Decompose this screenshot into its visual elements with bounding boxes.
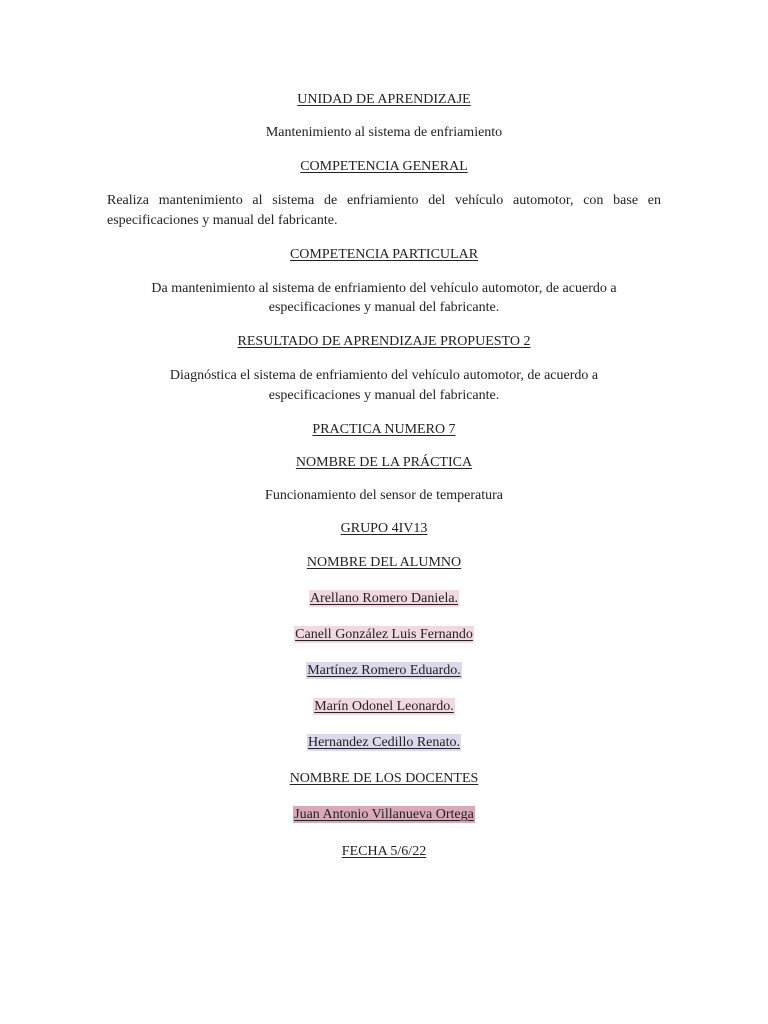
teachers-heading: NOMBRE DE LOS DOCENTES [289, 771, 479, 786]
particular-text-line-1 [0, 280, 768, 298]
learning-result-heading: RESULTADO DE APRENDIZAJE PROPUESTO 2 [237, 334, 531, 349]
date-label: FECHA 5/6/22 [341, 844, 427, 859]
practice-number-line [0, 421, 768, 439]
general-competence-text: Realiza mantenimiento al sistema de enfriamiento del vehículo automotor, con base en especificaciones y manual del fabricante. [107, 193, 661, 228]
general-competence-heading: COMPETENCIA GENERAL [300, 159, 468, 174]
particular-text-line-2 [0, 299, 768, 317]
practice-number: PRACTICA NUMERO 7 [312, 422, 456, 437]
student-name: Marín Odonel Leonardo. [314, 699, 454, 714]
unit-heading: UNIDAD DE APRENDIZAJE [297, 92, 471, 107]
student-name: Martínez Romero Eduardo. [307, 663, 461, 678]
student-name: Canell González Luis Fernando [295, 627, 473, 642]
result-text-line-1 [0, 367, 768, 385]
particular-competence-text-1: Da mantenimiento al sistema de enfriamiento del vehículo automotor, de acuerdo a [151, 281, 617, 296]
particular-competence-heading: COMPETENCIA PARTICULAR [289, 247, 479, 262]
unit-name: Mantenimiento al sistema de enfriamiento [265, 125, 503, 140]
student-line-3 [0, 662, 768, 680]
unit-name-line [0, 124, 768, 142]
result-text-line-2 [0, 387, 768, 405]
teacher-name: Juan Antonio Villanueva Ortega [294, 807, 474, 822]
group-label: GRUPO 4IV13 [340, 521, 428, 536]
practice-name-heading: NOMBRE DE LA PRÁCTICA [295, 455, 473, 470]
practice-name-line [0, 487, 768, 505]
teacher-line [0, 806, 768, 824]
learning-result-text-1: Diagnóstica el sistema de enfriamiento del vehículo automotor, de acuerdo a [169, 368, 599, 383]
date-line [0, 843, 768, 861]
particular-heading-line [0, 246, 768, 264]
particular-competence-text-2: especificaciones y manual del fabricante. [268, 300, 500, 315]
student-line-4 [0, 698, 768, 716]
unit-heading-line [0, 91, 768, 109]
student-line-5 [0, 734, 768, 752]
group-line [0, 520, 768, 538]
practice-name-heading-line [0, 454, 768, 472]
student-line-1 [0, 590, 768, 608]
student-name: Arellano Romero Daniela. [309, 591, 459, 606]
practice-name: Funcionamiento del sensor de temperatura [265, 488, 503, 503]
students-heading: NOMBRE DEL ALUMNO [306, 555, 462, 570]
result-heading-line [0, 333, 768, 351]
learning-result-text-2: especificaciones y manual del fabricante. [268, 388, 500, 403]
teachers-heading-line [0, 770, 768, 788]
student-line-2 [0, 626, 768, 644]
students-heading-line [0, 554, 768, 572]
student-name: Hernandez Cedillo Renato. [307, 735, 460, 750]
general-heading-line [0, 158, 768, 176]
